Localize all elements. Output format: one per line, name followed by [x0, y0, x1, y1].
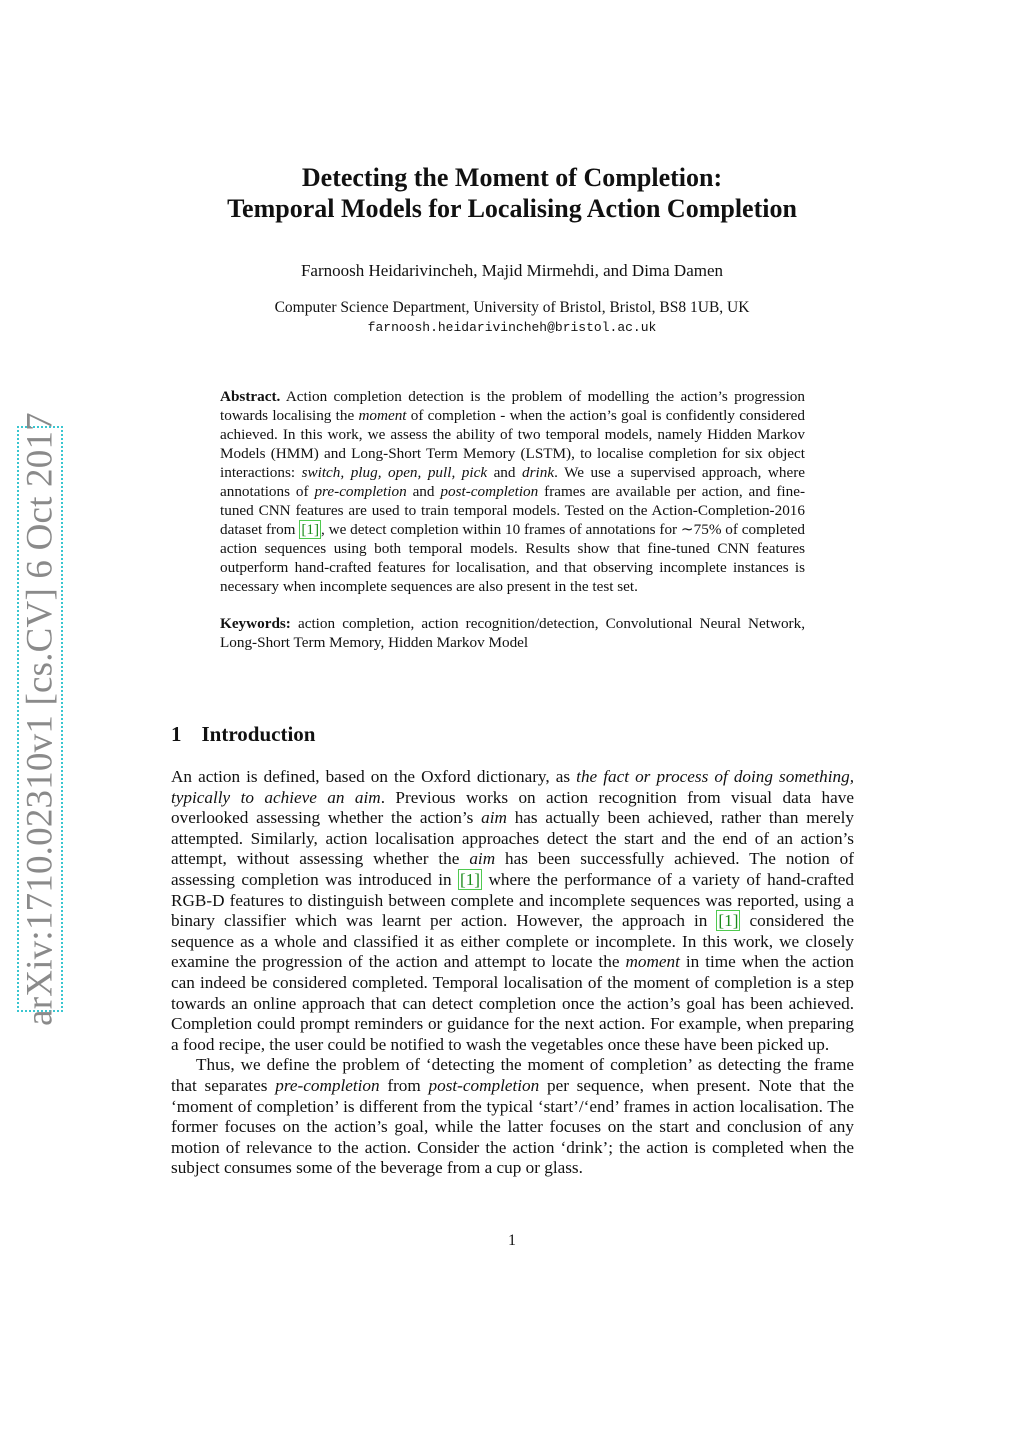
abstract-emphasis: pre-completion: [314, 483, 407, 500]
body-emphasis: moment: [625, 952, 680, 972]
abstract-text: , we detect completion within 10 frames of annotations for ∼75% of completed action sequences using both temporal models. Results show that fine-tuned CNN features outperform hand-crafted features for localisation, and that observing incomplete instances is necessary when incomplete sequences are also present in the test set.: [220, 521, 805, 595]
abstract-emphasis: switch, plug, open, pull, pick: [301, 464, 488, 481]
body-emphasis: the fact or process of doing something, typically to achieve an aim: [171, 767, 855, 807]
body-text: has actually been achieved, rather than merely attempted. Similarly, action localisation approaches detect the start and the end of an action’s attempt, without assessing whether the: [171, 808, 854, 869]
introduction-body: [171, 767, 854, 1179]
keywords-text: action completion, action recognition/detection, Convolutional Neural Network, Long-Short Term Memory, Hidden Markov Model: [220, 615, 805, 651]
abstract-text: and: [487, 464, 523, 481]
affiliation: Computer Science Department, University of Bristol, Bristol, BS8 1UB, UK: [274, 299, 750, 316]
body-emphasis: pre-completion: [275, 1075, 380, 1095]
author-list: Farnoosh Heidarivincheh, Majid Mirmehdi, and Dima Damen: [300, 261, 724, 280]
abstract-paragraph: [220, 387, 805, 596]
body-emphasis: aim: [469, 849, 496, 869]
body-text: has been successfully achieved. The notion of assessing completion was introduced in: [171, 849, 854, 889]
abstract-label: Abstract.: [220, 388, 281, 405]
body-paragraph: [171, 767, 854, 1055]
body-emphasis: post-completion: [428, 1075, 540, 1095]
body-text: from: [379, 1075, 429, 1095]
abstract-emphasis: post-completion: [440, 483, 539, 500]
section-number: 1: [171, 722, 182, 746]
body-text: per sequence, when present. Note that the ‘moment of completion’ is different from the typical ‘start’/‘end’ frames in action localisation. The former focuses on the action’s goal, while the latter focuses on the start and conclusion of any motion of relevance to the action. Consider the action ‘drink’; the action is completed when the subject consumes some of the beverage from a cup or glass.: [171, 1075, 854, 1178]
abstract-emphasis: moment: [358, 407, 407, 424]
body-text: considered the sequence as a whole and classified it as either complete or incomplete. In this work, we closely examine the progression of the action and attempt to locate the: [171, 911, 854, 972]
abstract-emphasis: drink: [522, 464, 555, 481]
keywords-paragraph: [220, 614, 805, 652]
section-title: Introduction: [201, 722, 316, 746]
abstract-block: [220, 387, 805, 652]
section-heading: [171, 722, 315, 747]
body-text: in time when the action can indeed be considered completed. Temporal localisation of the moment of completion is a step towards an online approach that can detect completion once the action’s goal has been achieved. Completion could prompt reminders or guidance for the next action. For example, when preparing a food recipe, the user could be notified to wash the vegetables once these have been picked up.: [171, 952, 854, 1054]
body-paragraph: [171, 1055, 854, 1179]
abstract-text: . We use a supervised approach, where annotations of: [220, 464, 805, 500]
title-line-2: Temporal Models for Localising Action Completion: [227, 194, 797, 223]
body-emphasis: aim: [481, 808, 507, 828]
paper-title: [0, 162, 1024, 224]
keywords-label: Keywords:: [220, 615, 291, 632]
page-number: 1: [508, 1232, 516, 1249]
body-text: Thus, we define the problem of ‘detecting the moment of completion’ as detecting the frame that separates: [171, 1055, 854, 1095]
body-text: An action is defined, based on the Oxford dictionary, as: [171, 767, 577, 786]
body-text: where the performance of a variety of hand-crafted RGB-D features to distinguish between complete and incomplete sequences was reported, using a binary classifier which was learnt per action. However, the approach in: [171, 869, 854, 931]
title-line-1: Detecting the Moment of Completion:: [301, 163, 723, 192]
citation-link[interactable]: [1]: [301, 521, 320, 538]
author-email[interactable]: farnoosh.heidarivincheh@bristol.ac.uk: [367, 320, 657, 335]
abstract-text: and: [406, 483, 441, 500]
arxiv-identifier[interactable]: arXiv:1710.02310v1 [cs.CV] 6 Oct 2017: [19, 412, 61, 1026]
abstract-text: frames are available per action, and fine-tuned CNN features are used to train temporal models. Tested on the Action-Completion-2016 dataset from: [220, 483, 806, 538]
affiliation-block: [0, 298, 1024, 338]
abstract-text: Action completion detection is the problem of modelling the action’s progression towards localising the: [220, 388, 805, 424]
abstract-text: of completion - when the action’s goal is confidently considered achieved. In this work, we assess the ability of two temporal models, namely Hidden Markov Models (HMM) and Long-Short Term Memory (LSTM), to localise completion for six object interactions:: [220, 407, 805, 481]
citation-link[interactable]: [1]: [459, 869, 481, 889]
body-text: . Previous works on action recognition from visual data have overlooked assessing whether the action’s: [171, 787, 854, 828]
citation-link[interactable]: [1]: [718, 911, 739, 931]
